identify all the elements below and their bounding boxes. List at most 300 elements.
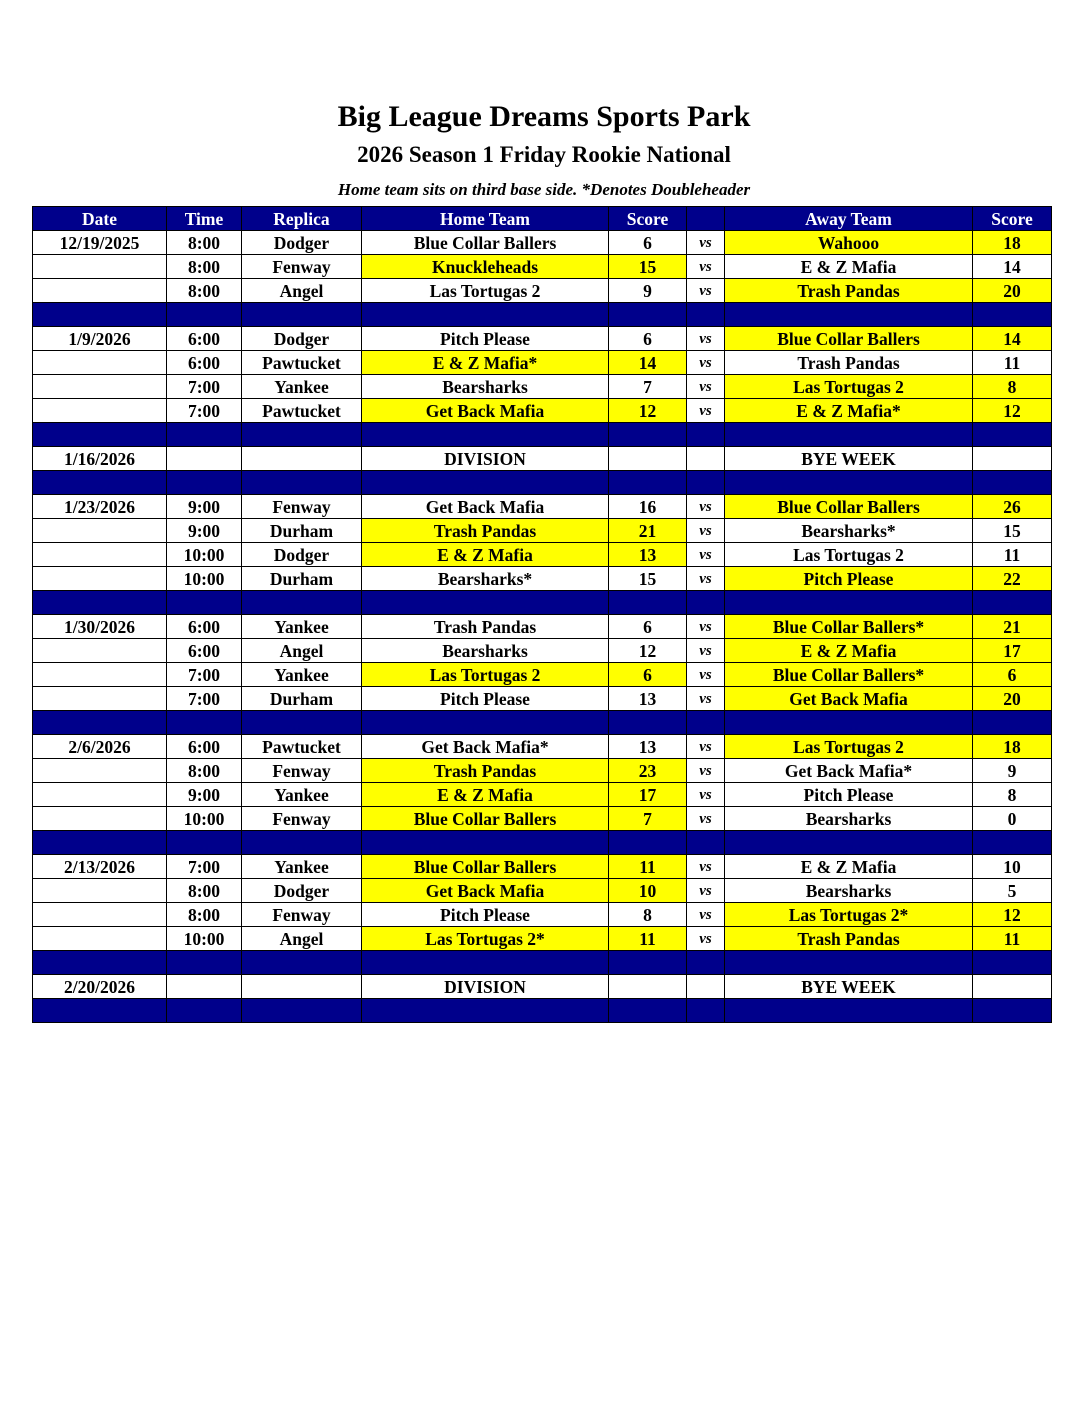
vs-label: vs: [687, 375, 725, 399]
field-replica: Yankee: [242, 615, 362, 639]
field-replica: Fenway: [242, 903, 362, 927]
separator-cell: [973, 951, 1052, 975]
home-score: 8: [609, 903, 687, 927]
field-replica: Durham: [242, 519, 362, 543]
home-score: 6: [609, 663, 687, 687]
game-time: 8:00: [167, 231, 242, 255]
game-row: [33, 759, 1052, 783]
away-score: 6: [973, 663, 1052, 687]
separator-cell: [167, 591, 242, 615]
separator-cell: [609, 303, 687, 327]
home-team: Pitch Please: [362, 327, 609, 351]
field-replica: Dodger: [242, 327, 362, 351]
game-time: 10:00: [167, 567, 242, 591]
game-time: 7:00: [167, 663, 242, 687]
home-score: [609, 447, 687, 471]
separator-cell: [973, 471, 1052, 495]
separator-cell: [167, 999, 242, 1023]
game-date: 1/9/2026: [33, 327, 167, 351]
game-row: [33, 519, 1052, 543]
game-time: 10:00: [167, 807, 242, 831]
separator-cell: [725, 951, 973, 975]
game-row: [33, 255, 1052, 279]
separator-cell: [609, 999, 687, 1023]
game-time: 9:00: [167, 519, 242, 543]
game-date: [33, 567, 167, 591]
game-date: [33, 375, 167, 399]
home-score: 12: [609, 399, 687, 423]
home-team: Bearsharks: [362, 639, 609, 663]
away-team: Blue Collar Ballers*: [725, 663, 973, 687]
separator-cell: [362, 831, 609, 855]
separator-cell: [242, 951, 362, 975]
week-separator-row: [33, 831, 1052, 855]
away-team: Get Back Mafia: [725, 687, 973, 711]
game-row: [33, 639, 1052, 663]
away-score: 18: [973, 231, 1052, 255]
home-team: DIVISION: [362, 975, 609, 999]
week-separator-row: [33, 711, 1052, 735]
separator-cell: [687, 591, 725, 615]
field-replica: Pawtucket: [242, 735, 362, 759]
away-team: Bearsharks*: [725, 519, 973, 543]
home-team: E & Z Mafia*: [362, 351, 609, 375]
field-replica: Angel: [242, 927, 362, 951]
field-replica: Yankee: [242, 783, 362, 807]
away-team: Blue Collar Ballers*: [725, 615, 973, 639]
game-row: [33, 903, 1052, 927]
game-time: 7:00: [167, 687, 242, 711]
field-replica: Fenway: [242, 495, 362, 519]
separator-cell: [33, 303, 167, 327]
away-team: Trash Pandas: [725, 927, 973, 951]
game-time: 7:00: [167, 855, 242, 879]
separator-cell: [609, 423, 687, 447]
away-team: Blue Collar Ballers: [725, 495, 973, 519]
away-team: Pitch Please: [725, 783, 973, 807]
home-score: 7: [609, 375, 687, 399]
away-score: 5: [973, 879, 1052, 903]
away-team: Las Tortugas 2: [725, 375, 973, 399]
home-team: Trash Pandas: [362, 759, 609, 783]
separator-cell: [609, 831, 687, 855]
separator-cell: [33, 951, 167, 975]
week-separator-row: [33, 999, 1052, 1023]
home-score: 7: [609, 807, 687, 831]
separator-cell: [33, 591, 167, 615]
away-team: Bearsharks: [725, 807, 973, 831]
away-team: Las Tortugas 2: [725, 735, 973, 759]
game-row: [33, 375, 1052, 399]
vs-label: vs: [687, 567, 725, 591]
game-row: [33, 807, 1052, 831]
separator-cell: [242, 831, 362, 855]
away-team: Trash Pandas: [725, 351, 973, 375]
separator-cell: [362, 711, 609, 735]
schedule-table: [32, 206, 1052, 1023]
game-row: [33, 663, 1052, 687]
separator-cell: [33, 471, 167, 495]
col-header-home-team: Home Team: [362, 207, 609, 231]
home-score: 6: [609, 231, 687, 255]
table-header-row: [33, 207, 1052, 231]
vs-label: vs: [687, 927, 725, 951]
game-row: [33, 279, 1052, 303]
game-time: 9:00: [167, 783, 242, 807]
game-row: [33, 687, 1052, 711]
away-score: 18: [973, 735, 1052, 759]
away-score: 15: [973, 519, 1052, 543]
week-separator-row: [33, 303, 1052, 327]
separator-cell: [973, 591, 1052, 615]
game-time: 6:00: [167, 735, 242, 759]
away-score: 14: [973, 327, 1052, 351]
away-score: 11: [973, 927, 1052, 951]
field-replica: Fenway: [242, 759, 362, 783]
game-row: [33, 783, 1052, 807]
separator-cell: [725, 831, 973, 855]
vs-label: vs: [687, 399, 725, 423]
game-date: [33, 399, 167, 423]
separator-cell: [973, 831, 1052, 855]
week-separator-row: [33, 423, 1052, 447]
home-team: E & Z Mafia: [362, 543, 609, 567]
field-replica: Angel: [242, 639, 362, 663]
home-team: DIVISION: [362, 447, 609, 471]
away-score: 20: [973, 687, 1052, 711]
field-replica: Dodger: [242, 879, 362, 903]
game-row: [33, 327, 1052, 351]
vs-label: vs: [687, 687, 725, 711]
vs-label: vs: [687, 327, 725, 351]
home-team: Las Tortugas 2: [362, 279, 609, 303]
separator-cell: [725, 591, 973, 615]
game-time: 10:00: [167, 927, 242, 951]
vs-label: vs: [687, 279, 725, 303]
game-date: [33, 687, 167, 711]
vs-label: vs: [687, 783, 725, 807]
game-date: 1/23/2026: [33, 495, 167, 519]
page-title: Big League Dreams Sports Park: [337, 100, 751, 133]
away-team: Wahooo: [725, 231, 973, 255]
home-team: E & Z Mafia: [362, 783, 609, 807]
home-score: 15: [609, 255, 687, 279]
separator-cell: [609, 471, 687, 495]
home-score: 14: [609, 351, 687, 375]
field-replica: Yankee: [242, 375, 362, 399]
home-team: Blue Collar Ballers: [362, 807, 609, 831]
home-team: Get Back Mafia: [362, 495, 609, 519]
away-team: Blue Collar Ballers: [725, 327, 973, 351]
week-separator-row: [33, 951, 1052, 975]
separator-cell: [33, 423, 167, 447]
separator-cell: [725, 303, 973, 327]
separator-cell: [33, 711, 167, 735]
week-separator-row: [33, 591, 1052, 615]
separator-cell: [725, 423, 973, 447]
separator-cell: [687, 999, 725, 1023]
game-date: 2/13/2026: [33, 855, 167, 879]
vs-label: vs: [687, 255, 725, 279]
home-score: 6: [609, 327, 687, 351]
vs-label: vs: [687, 879, 725, 903]
separator-cell: [167, 303, 242, 327]
separator-cell: [242, 303, 362, 327]
game-time: 7:00: [167, 375, 242, 399]
col-header-home-score: Score: [609, 207, 687, 231]
game-time: 8:00: [167, 759, 242, 783]
field-replica: Dodger: [242, 543, 362, 567]
away-score: 11: [973, 543, 1052, 567]
separator-cell: [33, 831, 167, 855]
game-time: 6:00: [167, 351, 242, 375]
game-date: 1/16/2026: [33, 447, 167, 471]
game-time: 7:00: [167, 399, 242, 423]
col-header-away-team: Away Team: [725, 207, 973, 231]
home-score: 11: [609, 927, 687, 951]
vs-label: vs: [687, 639, 725, 663]
away-score: [973, 975, 1052, 999]
away-score: 21: [973, 615, 1052, 639]
away-score: 10: [973, 855, 1052, 879]
home-team: Las Tortugas 2*: [362, 927, 609, 951]
home-score: 12: [609, 639, 687, 663]
game-time: 6:00: [167, 615, 242, 639]
separator-cell: [167, 471, 242, 495]
home-score: 13: [609, 687, 687, 711]
schedule-note: Home team sits on third base side. *Denotes Doubleheader: [337, 180, 751, 199]
separator-cell: [33, 999, 167, 1023]
separator-cell: [362, 591, 609, 615]
away-team: E & Z Mafia: [725, 639, 973, 663]
away-score: 0: [973, 807, 1052, 831]
home-score: [609, 975, 687, 999]
field-replica: Pawtucket: [242, 399, 362, 423]
page-subtitle: 2026 Season 1 Friday Rookie National: [357, 142, 731, 167]
separator-cell: [167, 951, 242, 975]
home-score: 6: [609, 615, 687, 639]
away-score: 11: [973, 351, 1052, 375]
game-date: [33, 759, 167, 783]
week-separator-row: [33, 471, 1052, 495]
separator-cell: [725, 999, 973, 1023]
separator-cell: [973, 303, 1052, 327]
home-team: Trash Pandas: [362, 519, 609, 543]
separator-cell: [687, 831, 725, 855]
separator-cell: [725, 471, 973, 495]
separator-cell: [242, 711, 362, 735]
separator-cell: [687, 711, 725, 735]
vs-label: vs: [687, 519, 725, 543]
separator-cell: [362, 471, 609, 495]
game-date: [33, 807, 167, 831]
home-score: 23: [609, 759, 687, 783]
home-team: Bearsharks*: [362, 567, 609, 591]
game-date: [33, 639, 167, 663]
vs-label: vs: [687, 855, 725, 879]
home-score: 15: [609, 567, 687, 591]
separator-cell: [687, 303, 725, 327]
home-team: Trash Pandas: [362, 615, 609, 639]
col-header-away-score: Score: [973, 207, 1052, 231]
col-header-replica: Replica: [242, 207, 362, 231]
vs-label: vs: [687, 903, 725, 927]
away-score: 22: [973, 567, 1052, 591]
separator-cell: [362, 951, 609, 975]
field-replica: Fenway: [242, 807, 362, 831]
away-score: 9: [973, 759, 1052, 783]
separator-cell: [242, 471, 362, 495]
away-score: 14: [973, 255, 1052, 279]
schedule-body: [33, 231, 1052, 1023]
away-team: Pitch Please: [725, 567, 973, 591]
separator-cell: [609, 591, 687, 615]
separator-cell: [973, 423, 1052, 447]
vs-label: vs: [687, 615, 725, 639]
separator-cell: [167, 423, 242, 447]
game-row: [33, 447, 1052, 471]
game-time: 9:00: [167, 495, 242, 519]
field-replica: [242, 447, 362, 471]
home-score: 13: [609, 543, 687, 567]
field-replica: [242, 975, 362, 999]
game-date: 2/6/2026: [33, 735, 167, 759]
game-time: [167, 447, 242, 471]
home-score: 13: [609, 735, 687, 759]
vs-label: vs: [687, 807, 725, 831]
separator-cell: [687, 471, 725, 495]
game-row: [33, 927, 1052, 951]
game-time: 8:00: [167, 879, 242, 903]
separator-cell: [973, 999, 1052, 1023]
col-header-date: Date: [33, 207, 167, 231]
game-date: [33, 663, 167, 687]
game-row: [33, 975, 1052, 999]
separator-cell: [973, 711, 1052, 735]
game-time: 8:00: [167, 279, 242, 303]
home-team: Pitch Please: [362, 903, 609, 927]
field-replica: Fenway: [242, 255, 362, 279]
game-row: [33, 399, 1052, 423]
game-row: [33, 879, 1052, 903]
game-row: [33, 543, 1052, 567]
home-score: 9: [609, 279, 687, 303]
field-replica: Durham: [242, 687, 362, 711]
game-time: 6:00: [167, 639, 242, 663]
game-date: [33, 279, 167, 303]
separator-cell: [725, 711, 973, 735]
field-replica: Dodger: [242, 231, 362, 255]
game-date: 12/19/2025: [33, 231, 167, 255]
home-team: Blue Collar Ballers: [362, 231, 609, 255]
vs-label: [687, 447, 725, 471]
vs-label: vs: [687, 735, 725, 759]
home-score: 21: [609, 519, 687, 543]
field-replica: Yankee: [242, 855, 362, 879]
home-score: 10: [609, 879, 687, 903]
game-date: [33, 783, 167, 807]
away-score: [973, 447, 1052, 471]
away-score: 8: [973, 783, 1052, 807]
game-date: [33, 255, 167, 279]
home-team: Get Back Mafia: [362, 879, 609, 903]
away-score: 20: [973, 279, 1052, 303]
col-header-time: Time: [167, 207, 242, 231]
home-team: Blue Collar Ballers: [362, 855, 609, 879]
game-date: 1/30/2026: [33, 615, 167, 639]
separator-cell: [687, 951, 725, 975]
away-team: Get Back Mafia*: [725, 759, 973, 783]
game-time: 10:00: [167, 543, 242, 567]
game-date: [33, 543, 167, 567]
game-row: [33, 735, 1052, 759]
game-date: [33, 519, 167, 543]
separator-cell: [167, 831, 242, 855]
game-date: 2/20/2026: [33, 975, 167, 999]
game-time: 8:00: [167, 903, 242, 927]
away-score: 8: [973, 375, 1052, 399]
game-time: 8:00: [167, 255, 242, 279]
home-team: Pitch Please: [362, 687, 609, 711]
vs-label: vs: [687, 351, 725, 375]
separator-cell: [362, 303, 609, 327]
vs-label: vs: [687, 663, 725, 687]
away-team: E & Z Mafia: [725, 855, 973, 879]
game-time: [167, 975, 242, 999]
separator-cell: [362, 423, 609, 447]
home-team: Las Tortugas 2: [362, 663, 609, 687]
game-time: 6:00: [167, 327, 242, 351]
home-score: 11: [609, 855, 687, 879]
game-date: [33, 351, 167, 375]
game-row: [33, 855, 1052, 879]
separator-cell: [242, 999, 362, 1023]
field-replica: Pawtucket: [242, 351, 362, 375]
away-score: 12: [973, 903, 1052, 927]
vs-label: vs: [687, 231, 725, 255]
game-date: [33, 903, 167, 927]
separator-cell: [609, 951, 687, 975]
field-replica: Angel: [242, 279, 362, 303]
game-row: [33, 231, 1052, 255]
home-score: 17: [609, 783, 687, 807]
away-team: Bearsharks: [725, 879, 973, 903]
away-score: 17: [973, 639, 1052, 663]
game-row: [33, 495, 1052, 519]
game-row: [33, 567, 1052, 591]
away-team: BYE WEEK: [725, 975, 973, 999]
away-team: Las Tortugas 2: [725, 543, 973, 567]
separator-cell: [609, 711, 687, 735]
col-header-vs: [687, 207, 725, 231]
field-replica: Durham: [242, 567, 362, 591]
separator-cell: [242, 423, 362, 447]
away-score: 12: [973, 399, 1052, 423]
away-score: 26: [973, 495, 1052, 519]
away-team: Trash Pandas: [725, 279, 973, 303]
separator-cell: [687, 423, 725, 447]
away-team: Las Tortugas 2*: [725, 903, 973, 927]
home-score: 16: [609, 495, 687, 519]
home-team: Bearsharks: [362, 375, 609, 399]
separator-cell: [362, 999, 609, 1023]
away-team: BYE WEEK: [725, 447, 973, 471]
home-team: Get Back Mafia: [362, 399, 609, 423]
away-team: E & Z Mafia: [725, 255, 973, 279]
away-team: E & Z Mafia*: [725, 399, 973, 423]
vs-label: vs: [687, 495, 725, 519]
vs-label: vs: [687, 543, 725, 567]
